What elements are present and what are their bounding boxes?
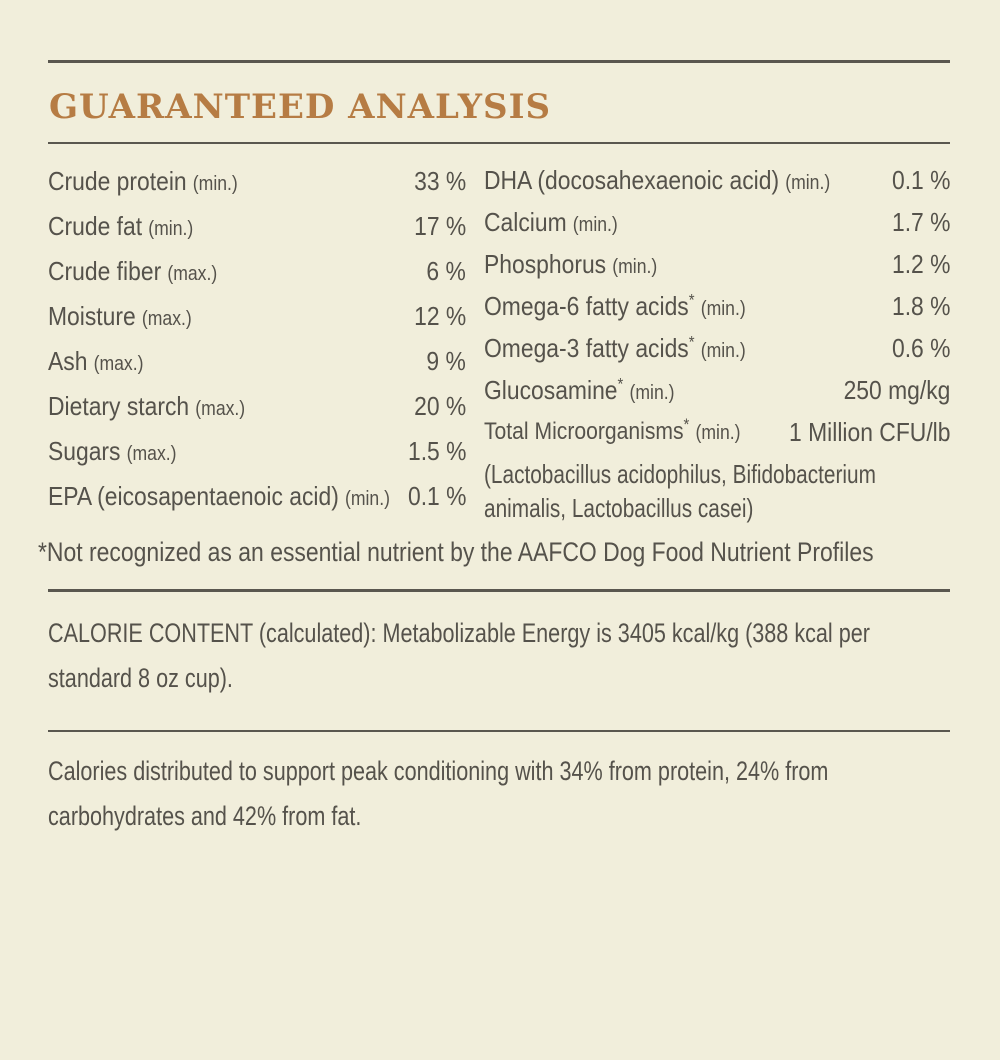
nutrient-table xyxy=(48,159,950,525)
calorie-distribution-statement: Calories distributed to support peak conditioning with 34% from protein, 24% from carbohydrates and 42% from fat. xyxy=(48,756,829,831)
nutrient-name: Total Microorganisms xyxy=(484,418,684,445)
microorganism-species-detail: (Lactobacillus acidophilus, Bifidobacterium animalis, Lactobacillus casei) xyxy=(484,459,876,523)
nutrient-value: 1.5 % xyxy=(407,436,466,466)
nutrient-row xyxy=(48,384,466,429)
nutrient-row xyxy=(48,204,466,249)
nutrient-row xyxy=(484,243,950,285)
nutrient-row xyxy=(484,201,950,243)
nutrient-row xyxy=(48,474,466,519)
nutrient-value: 0.1 % xyxy=(407,481,466,511)
nutrient-value: 0.6 % xyxy=(891,333,950,363)
nutrient-qualifier: (min.) xyxy=(345,488,390,510)
section-title: GUARANTEED ANALYSIS xyxy=(49,86,552,127)
asterisk-marker: * xyxy=(683,415,690,434)
nutrient-label xyxy=(484,159,830,204)
nutrient-row xyxy=(484,369,950,411)
nutrient-qualifier: (min.) xyxy=(572,214,618,236)
nutrient-row xyxy=(48,294,466,339)
asterisk-marker: * xyxy=(617,374,624,394)
nutrient-qualifier: (min.) xyxy=(700,340,746,362)
heading-rule xyxy=(48,142,950,145)
nutrient-name: Phosphorus xyxy=(484,249,607,279)
nutrient-row xyxy=(48,339,466,384)
nutrient-value: 12 % xyxy=(413,301,466,331)
nutrient-label xyxy=(484,327,746,372)
nutrient-qualifier: (min.) xyxy=(695,422,741,444)
nutrient-label xyxy=(48,204,193,252)
nutrient-value: 1.2 % xyxy=(891,249,950,279)
divider-rule xyxy=(48,730,950,733)
nutrient-name: Sugars xyxy=(48,436,121,466)
asterisk-marker: * xyxy=(688,332,695,352)
nutrient-row xyxy=(48,249,466,294)
asterisk-marker: * xyxy=(688,290,695,310)
nutrient-value: 9 % xyxy=(426,346,466,376)
nutrient-value: 250 mg/kg xyxy=(843,375,950,405)
nutrient-label xyxy=(48,159,238,207)
nutrient-label xyxy=(484,201,618,246)
nutrient-label xyxy=(48,384,245,432)
nutrient-row xyxy=(484,411,950,453)
nutrient-qualifier: (min.) xyxy=(700,298,746,320)
nutrient-qualifier: (max.) xyxy=(167,263,218,285)
calorie-content-statement: CALORIE CONTENT (calculated): Metabolizable Energy is 3405 kcal/kg (388 kcal per standard 8 oz cup). xyxy=(48,617,870,693)
nutrient-row xyxy=(484,159,950,201)
nutrient-name: Glucosamine xyxy=(484,375,618,405)
nutrient-value: 33 % xyxy=(413,166,466,196)
nutrient-label xyxy=(48,339,143,387)
nutrient-value: 1.7 % xyxy=(891,207,950,237)
nutrient-row xyxy=(48,429,466,474)
nutrient-qualifier: (max.) xyxy=(126,443,177,465)
nutrient-label xyxy=(484,411,740,454)
nutrient-qualifier: (max.) xyxy=(195,398,246,420)
nutrient-label xyxy=(484,369,674,414)
nutrient-name: Moisture xyxy=(48,301,136,331)
nutrient-value: 1.8 % xyxy=(891,291,950,321)
nutrient-name: Ash xyxy=(48,346,88,376)
nutrient-value: 17 % xyxy=(413,211,466,241)
nutrient-label xyxy=(48,474,390,522)
nutrient-label xyxy=(48,294,192,342)
nutrient-qualifier: (min.) xyxy=(192,173,238,195)
nutrient-value: 20 % xyxy=(413,391,466,421)
top-rule xyxy=(48,60,950,63)
nutrient-label xyxy=(484,285,746,330)
divider-rule xyxy=(48,589,950,592)
guaranteed-analysis-label xyxy=(0,60,1000,1060)
nutrient-value: 1 Million CFU/lb xyxy=(788,417,950,447)
nutrient-name: Omega-6 fatty acids xyxy=(484,291,689,321)
nutrient-name: DHA (docosahexaenoic acid) xyxy=(484,165,780,195)
aafco-footnote: *Not recognized as an essential nutrient by the AAFCO Dog Food Nutrient Profiles xyxy=(38,537,874,567)
nutrient-name: Calcium xyxy=(484,207,567,237)
nutrient-name: Crude fat xyxy=(48,211,143,241)
nutrient-row xyxy=(484,285,950,327)
nutrient-name: Omega-3 fatty acids xyxy=(484,333,689,363)
nutrient-column-right xyxy=(484,159,950,525)
nutrient-label xyxy=(484,243,657,288)
nutrient-value: 0.1 % xyxy=(891,165,950,195)
nutrient-name: Crude protein xyxy=(48,166,187,196)
nutrient-label xyxy=(48,249,217,297)
nutrient-qualifier: (max.) xyxy=(141,308,192,330)
nutrient-name: Dietary starch xyxy=(48,391,190,421)
nutrient-row xyxy=(484,327,950,369)
nutrient-qualifier: (min.) xyxy=(629,382,675,404)
nutrient-qualifier: (max.) xyxy=(93,353,144,375)
nutrient-qualifier: (min.) xyxy=(785,172,831,194)
nutrient-column-left xyxy=(48,159,466,525)
nutrient-qualifier: (min.) xyxy=(612,256,658,278)
nutrient-qualifier: (min.) xyxy=(148,218,194,240)
nutrient-name: EPA (eicosapentaenoic acid) xyxy=(48,481,339,511)
nutrient-label xyxy=(48,429,177,477)
nutrient-name: Crude fiber xyxy=(48,256,162,286)
nutrient-row xyxy=(48,159,466,204)
nutrient-value: 6 % xyxy=(426,256,466,286)
